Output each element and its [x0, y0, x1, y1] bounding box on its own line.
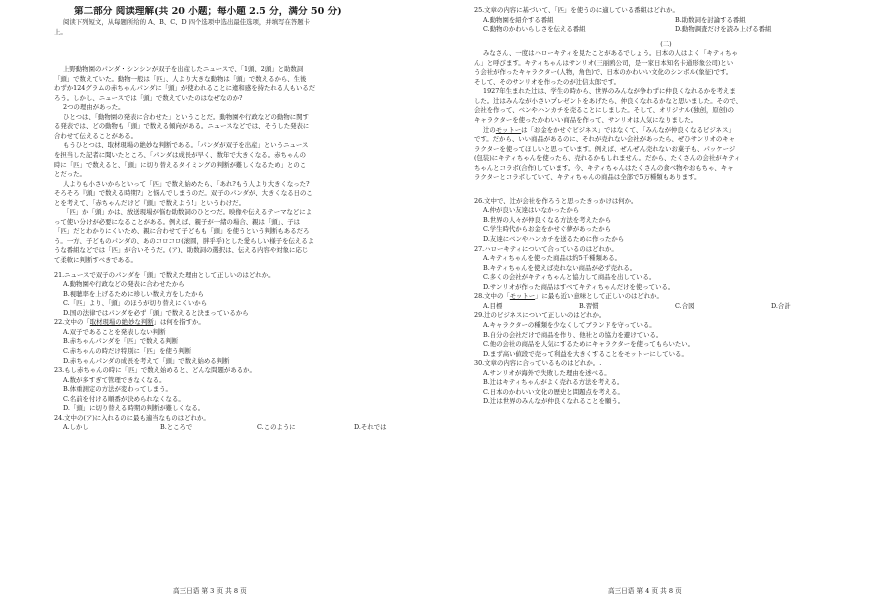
passage-line: 1927年生まれた辻は、学生の時から、世界のみんなが争わずに仲良くなれるかを考えま [483, 87, 736, 96]
passage-line: 辻のモットーは「お金をかせぐビジネス」ではなくて、「みんなが仲良くなるビジネス」 [483, 125, 735, 134]
option-row [474, 16, 858, 26]
option-c[interactable]: C.このように [257, 423, 296, 432]
passage-line: ひとつは、「動物園の発表に合わせた」ということだ。動物園や行政などの動物に関す [63, 112, 309, 121]
passage-line: って使い分けが必要になることがある。例えば、親子が一緒の場合、親は「頭」、子は [54, 217, 301, 226]
passage-line: 「匹」だとわかりにくいため、親に合わせて子どもも「頭」を使うという判断もあるだろ [54, 227, 310, 236]
option-c[interactable]: C.日本のかわいい文化の歴史と問題点を考える。 [483, 387, 624, 396]
question-stem: 29.辻のビジネスについて正しいのはどれか。 [474, 311, 606, 320]
passage-line: そして、そのサンリオを作ったのが辻信太郎です。 [474, 77, 620, 86]
question-stem: 30.文章の内容に合っているものはどれか。. [474, 359, 602, 368]
passage-line: 合わせて伝えることがある。 [54, 131, 138, 140]
passage-line: う。一方、子どものパンダの、あのコロコロ(滚圆，胖乎乎)とした愛らしい様子を伝えるよ [54, 236, 315, 245]
option-a[interactable]: A.しかし [63, 423, 89, 432]
question-26 [474, 197, 858, 245]
instruction-line: 阅读下列短文，从每题所给的 A、B、C、D 四个选项中选出最佳选项，并填写在答题卡 [63, 18, 311, 26]
passage-line: 上野動物園のパンダ・シンシンが双子を出産したニュースで、「1頭、2頭」と助数詞 [63, 65, 304, 74]
option-a[interactable]: A.キティちゃんを使った商品は約5千種類ある。 [483, 254, 622, 263]
question-stem: 24.文中の(ア)に入れるのに最も適当なものはどれか。 [54, 413, 210, 422]
section-title: 第二部分 阅读理解(共 20 小题；每小题 2.5 分，满分 50 分) [74, 6, 342, 17]
passage-line: ん」と呼びます。キティちゃんはサンリオ(三丽鸥公司，是一家日本知名卡通形象公司)とい [474, 58, 734, 67]
question-22 [54, 318, 442, 366]
question-24 [54, 414, 442, 433]
option-d[interactable]: D.合計 [771, 301, 791, 310]
question-stem: 25.文章の内容に基づいて、「匹」を使うのに適している番組はどれか。 [474, 6, 679, 14]
passage-line: ちゃんとコラボ(合作)しています。今、キティちゃんはたくさんの食べ物やおもちゃ、キャ [474, 163, 734, 172]
passage-line: 時に「匹」で数えると、「頭」に切り替えるタイミングの判断が難しくなるため」とのこ [54, 160, 307, 169]
passage-line: 会社を作って、ベンやハンカチを売ることにしました。そして、オリジナル(独创，原创)の [474, 106, 735, 115]
option-a[interactable]: A.動物園や行政などの発表に合わせたから [63, 280, 185, 289]
underlined-phrase: 取材現場の絶妙な判断 [89, 318, 154, 327]
question-stem: 28.文中の「モットー」に最も近い意味として正しいのはどれか。 [474, 292, 663, 301]
passage-line: ラクターとコラボしていて、キティちゃんの商品は全部で5万種類もあります。 [474, 173, 701, 182]
option-d[interactable]: D.国の法律ではパンダを必ず「頭」で数えると決まっているから [63, 308, 249, 317]
option-b[interactable]: B.体重測定の方法が変わってしまう。 [63, 385, 172, 394]
question-25 [474, 6, 858, 35]
option-a[interactable]: A.サンリオが海外で失敗した理由を述べる。 [483, 368, 611, 377]
option-d[interactable]: D.赤ちゃんパンダの成長を考えて「頭」で数え始める判断 [63, 356, 230, 365]
option-d[interactable]: D.辻は世界のみんなが仲良くなれることを願う。 [483, 397, 625, 406]
instruction-line: 上。 [54, 27, 67, 36]
question-stem: 27.ハローキティについて合っているのはどれか。 [474, 244, 618, 253]
question-stem: 21.ニュースで双子のパンダを「頭」で数えた理由として正しいのはどれか。 [54, 270, 275, 279]
passage-line: 2つの理由があった。 [63, 103, 125, 112]
option-c[interactable]: C.動物のかわいらしさを伝える番組 [483, 25, 586, 34]
passage-line: キャラクターを使ったかわいい商品を作って、サンリオは人気になりました。 [474, 116, 698, 125]
question-21 [54, 271, 442, 319]
option-b[interactable]: B.ところで [160, 423, 193, 432]
passage-line: そろそろ『頭』で数える時期?」と悩んでしまうのだ。双子のパンダが、大きくなる日のこ [54, 189, 313, 198]
passage-line: ラクターを使ってほしいと思っています。例えば、ぜんぜん売れないお菓子も、パッケージ [474, 144, 736, 153]
question-30 [474, 359, 858, 407]
passage-line: とだった。 [54, 170, 86, 179]
option-a[interactable]: A.数が多すぎて管理できなくなる。 [63, 375, 166, 384]
option-d[interactable]: D.まず高い値段で売って利益を大きくすることをモットーにしている。 [483, 349, 688, 358]
section-marker: (二) [660, 39, 672, 48]
option-b[interactable]: B.自分の会社だけで商品を作り、他社との協力を避けている。 [483, 330, 663, 339]
option-c[interactable]: C.名前を付ける順番が決められなくなる。 [63, 394, 185, 403]
question-29 [474, 311, 858, 359]
question-stem: 22.文中の「取材現場の絶妙な判断」は何を指すか。 [54, 318, 205, 327]
page-footer-right: 高三日语 第 4 页 共 8 页 [608, 587, 682, 595]
option-c[interactable]: C.「匹」より、「頭」のほうが切り替えにくいから [63, 299, 208, 308]
option-c[interactable]: C.多くの会社がキティちゃんと協力して商品を出している。 [483, 273, 656, 282]
option-c[interactable]: C.合図 [675, 301, 695, 310]
option-c[interactable]: C.赤ちゃんの時だけ特別に「匹」を使う判断 [63, 346, 192, 355]
passage-line: ろう。しかし、ニュースでは「頭」で数えていたのはなぜなのか? [54, 93, 243, 102]
passage-line: うな番組などでは「匹」が合いそうだ。(ア)、助数詞の選択は、伝える内容や対象に応じ [54, 246, 309, 255]
option-c[interactable]: C.学生時代からお金をかせぐ夢があったから [483, 225, 612, 234]
option-a[interactable]: A.仲が良い友達はいなかったから [483, 206, 580, 215]
option-row [54, 423, 442, 433]
option-b[interactable]: B.視聴率を上げるために珍しい数え方をしたから [63, 289, 204, 298]
motto-underlined: モットー [495, 125, 522, 134]
option-c[interactable]: C.他の会社の商品を人気にするためにキャラクターを使ってもらいたい。 [483, 340, 695, 349]
passage-line: を担当した記者に聞いたところ、「パンダは成長が早く、数年で大きくなる。赤ちゃんの [54, 151, 307, 160]
option-a[interactable]: A.双子であることを発表しない判断 [63, 327, 166, 336]
option-b[interactable]: B.辻はキティちゃんがよく売れる方法を考える。 [483, 378, 624, 387]
right-page [474, 6, 858, 407]
option-b[interactable]: B.世界の人々が仲良くなる方法を考えたから [483, 215, 612, 224]
left-page [54, 6, 442, 433]
passage-line: 「頭」で数えていた。動物一般は「匹」、人より大きな動物は「頭」で数えるから、生後 [54, 74, 307, 83]
option-row [474, 302, 858, 312]
passage-1 [54, 65, 442, 265]
question-23 [54, 366, 442, 414]
question-stem: 23.もし赤ちゃんの時に「匹」で数え始めると、どんな問題があるか。 [54, 366, 256, 375]
passage-line: とを考えて、「赤ちゃんだけど『頭』で数えよう!」というわけだ。 [54, 198, 245, 207]
passage-line: 「匹」か「頭」かは、放送現場が悩む助数詞のひとつだ。映像や伝えるテーマなどによ [63, 208, 313, 217]
passage-line: (包装)にキティちゃんを使ったら、売れるかもしれません。だから、たくさんの会社がキティ [474, 154, 741, 163]
passage-line: わずか124グラムの赤ちゃんパンダに「頭」が使われることに違和感を持たれる人もいるだ [54, 84, 316, 93]
question-28 [474, 292, 858, 311]
question-stem: 26.文中で、辻が会社を作ろうと思ったきっかけは何か。 [474, 196, 638, 205]
passage-line: て柔軟に判断すべきである。 [54, 256, 137, 265]
option-d[interactable]: D.「頭」に切り替える時期の判断が難しくなる。 [63, 404, 205, 413]
option-d[interactable]: D.動物調査だけを読み上げる番組 [675, 25, 772, 34]
passage-line: みなさん、一度はハローキティを見たことがあるでしょう。日本の人はよく「キティちゃ [483, 49, 738, 58]
option-a[interactable]: A.キャラクターの種類を少なくしてブランドを守っている。 [483, 320, 656, 329]
question-27 [474, 245, 858, 293]
option-a[interactable]: A.動物園を紹介する番組 [483, 15, 554, 24]
passage-line: もうひとつは、取材現場の絶妙な判断である。「パンダが双子を出産」というニュース [63, 141, 309, 150]
option-d[interactable]: D.サンリオが作った商品はすべてキティちゃんだけを使っている。 [483, 282, 675, 291]
underlined-phrase: モットー [509, 292, 536, 301]
option-b[interactable]: B.キティちゃんを使えば売れない商品が必ず売れる。 [483, 263, 637, 272]
option-b[interactable]: B.赤ちゃんパンダを「匹」で数える判断 [63, 337, 179, 346]
option-row [474, 25, 858, 35]
passage-line: した。辻はみんなが小さいプレゼントをあげたら、仲良くなれるかなと思いました。そので、 [474, 96, 743, 105]
option-b[interactable]: B.習慣 [579, 301, 599, 310]
option-b[interactable]: B.助数詞を討論する番組 [675, 15, 746, 24]
passage-line: 人よりも小さいからといって「匹」で数え始めたら、「あれ?もう人より大きくなった? [63, 179, 310, 188]
option-d[interactable]: D.友達にベンやハンカチを送るために作ったから [483, 235, 625, 244]
passage-line: う会社が作ったキャラクター(人物，角色)で、日本のかわいい文化のシンボル(象征)です。 [474, 68, 733, 77]
passage-line: です。だから、いい商品があるのに、それが売れない会社があったら、ぜひサンリオのキャ [474, 135, 736, 144]
page-footer-left: 高三日语 第 3 页 共 8 页 [173, 587, 247, 595]
passage-line: る発表では、どの動物も「頭」で数える傾向がある。ニュースなどでは、そうした発表に [54, 122, 310, 131]
option-a[interactable]: A.目標 [483, 301, 503, 310]
passage-2 [474, 49, 858, 183]
option-d[interactable]: D.それでは [354, 423, 387, 432]
